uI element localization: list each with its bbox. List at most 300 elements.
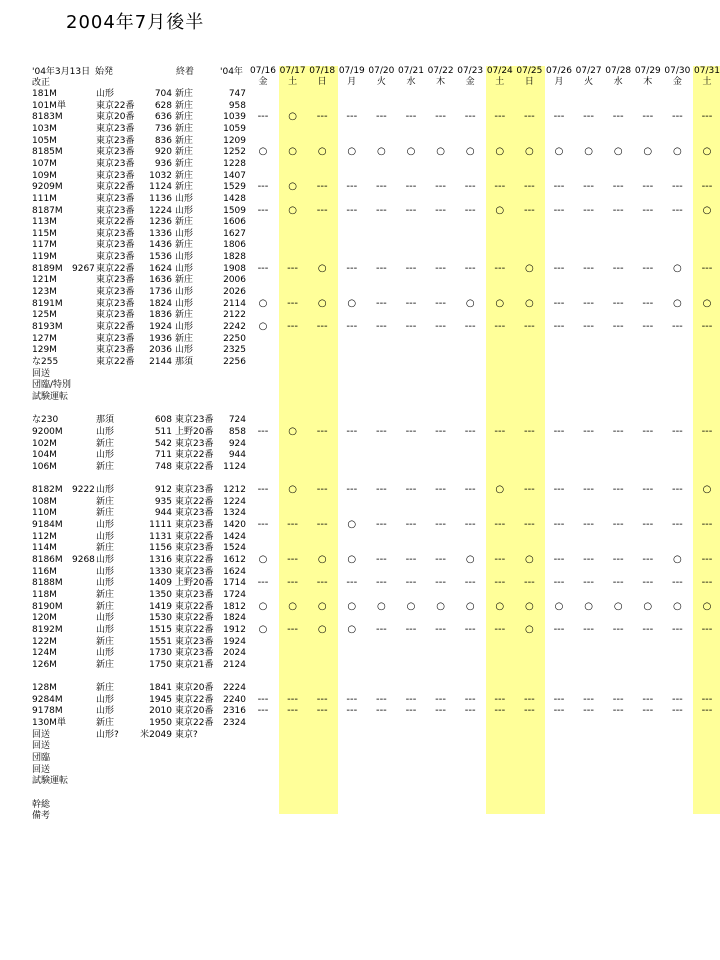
- departure-station: 新庄: [96, 543, 115, 554]
- arrival-time: 2240: [223, 694, 246, 705]
- no-run-mark: ---: [405, 111, 417, 123]
- train-number: 119M: [32, 252, 57, 263]
- run-mark: ○: [258, 321, 268, 332]
- run-mark: ○: [288, 425, 297, 437]
- no-run-mark: ---: [257, 204, 269, 216]
- arrival-station: 東京23番: [175, 636, 214, 647]
- no-run-mark: ---: [287, 554, 298, 565]
- arrival-station: 東京22番: [175, 496, 214, 507]
- train-number: 8189M: [32, 263, 63, 274]
- date-header: 07/20: [368, 66, 395, 76]
- departure-time: 1936: [149, 333, 172, 344]
- departure-time: 1436: [149, 240, 172, 251]
- departure-station: 東京22番: [96, 356, 135, 367]
- arrival-station: 新庄: [175, 217, 194, 228]
- departure-station: 東京23番: [96, 333, 135, 344]
- departure-time: 2036: [149, 345, 172, 356]
- departure-time: 1750: [149, 659, 172, 670]
- departure-station: 新庄: [96, 461, 115, 472]
- departure-time: 米2049: [140, 729, 172, 740]
- run-mark: ○: [525, 262, 534, 274]
- run-mark: ○: [584, 146, 593, 158]
- no-run-mark: ---: [612, 577, 624, 589]
- no-run-mark: ---: [316, 204, 328, 216]
- no-run-mark: ---: [523, 111, 535, 123]
- date-header: 07/25: [516, 66, 543, 76]
- alt-train-number: 9268: [72, 555, 95, 565]
- departure-time: 1131: [149, 531, 172, 542]
- arrival-time: 2325: [223, 345, 246, 356]
- date-header: 07/17: [279, 66, 306, 76]
- train-number: 129M: [32, 345, 57, 356]
- departure-time: 1409: [149, 578, 172, 589]
- run-mark: ○: [525, 554, 534, 565]
- no-run-mark: ---: [494, 577, 506, 589]
- no-run-mark: ---: [671, 519, 683, 531]
- no-run-mark: ---: [405, 484, 417, 496]
- arrival-station: 東京22番: [175, 694, 214, 705]
- no-run-mark: ---: [494, 519, 506, 531]
- run-mark: ○: [465, 146, 475, 158]
- train-number: 102M: [32, 438, 57, 449]
- train-number: 9284M: [32, 694, 63, 705]
- no-run-mark: ---: [435, 262, 446, 274]
- no-run-mark: ---: [375, 262, 387, 274]
- departure-station: 新庄: [96, 636, 115, 647]
- year-header: '04年: [220, 67, 243, 77]
- departure-time: 636: [154, 112, 172, 123]
- no-run-mark: ---: [375, 577, 387, 589]
- no-run-mark: ---: [523, 181, 535, 193]
- no-run-mark: ---: [287, 297, 298, 309]
- arrival-station: 山形: [175, 298, 194, 309]
- departure-station: 山形: [96, 613, 115, 624]
- no-run-mark: ---: [494, 623, 506, 635]
- departure-time: 944: [154, 508, 172, 519]
- train-number: 104M: [32, 450, 57, 461]
- no-run-mark: ---: [701, 111, 713, 123]
- no-run-mark: ---: [375, 623, 387, 635]
- arrival-station: 新庄: [175, 147, 194, 158]
- arrival-time: 1606: [223, 217, 246, 228]
- train-number: 114M: [32, 543, 57, 554]
- arrival-time: 1252: [223, 147, 246, 158]
- departure-station: 山形?: [96, 729, 119, 740]
- arrival-time: 2124: [223, 659, 246, 670]
- run-mark: ○: [673, 600, 682, 612]
- departure-time: 912: [154, 485, 172, 496]
- no-run-mark: ---: [435, 181, 446, 193]
- arrival-time: 858: [228, 426, 246, 437]
- no-run-mark: ---: [464, 321, 476, 332]
- no-run-mark: ---: [553, 425, 565, 437]
- run-mark: ○: [258, 600, 268, 612]
- train-number: 9209M: [32, 182, 63, 193]
- arrival-time: 1324: [223, 508, 246, 519]
- run-mark: ○: [584, 600, 593, 612]
- no-run-mark: ---: [464, 484, 476, 496]
- no-run-mark: ---: [346, 705, 358, 717]
- departure-time: 628: [154, 100, 172, 111]
- no-run-mark: ---: [375, 484, 387, 496]
- no-run-mark: ---: [464, 577, 476, 589]
- no-run-mark: ---: [583, 111, 594, 123]
- no-run-mark: ---: [583, 705, 594, 717]
- train-number: 103M: [32, 123, 57, 134]
- arrival-station: 新庄: [175, 310, 194, 321]
- no-run-mark: ---: [671, 425, 683, 437]
- departure-station: 那須: [96, 415, 115, 426]
- arrival-station: 新庄: [175, 123, 194, 134]
- weekday-header: 日: [317, 77, 327, 87]
- run-mark: ○: [702, 297, 712, 309]
- no-run-mark: ---: [257, 181, 269, 193]
- weekday-header: 金: [258, 77, 268, 87]
- no-run-mark: ---: [583, 623, 594, 635]
- no-run-mark: ---: [583, 181, 594, 193]
- no-run-mark: ---: [257, 425, 269, 437]
- no-run-mark: ---: [346, 693, 358, 705]
- arrival-station: 東京23番: [175, 485, 214, 496]
- no-run-mark: ---: [494, 693, 506, 705]
- arrival-station: 東京22番: [175, 718, 214, 729]
- arrival-time: 1124: [223, 461, 246, 472]
- train-number: 8186M: [32, 555, 63, 565]
- run-mark: ○: [288, 181, 297, 193]
- revision-date: '04年3月13日: [32, 67, 91, 77]
- no-run-mark: ---: [405, 693, 417, 705]
- no-run-mark: ---: [553, 484, 565, 496]
- arrival-station: 東京23番: [175, 415, 214, 426]
- no-run-mark: ---: [553, 519, 565, 531]
- train-number: 122M: [32, 636, 57, 647]
- departure-station: 東京23番: [96, 158, 135, 169]
- arrival-station: 東京23番: [175, 508, 214, 519]
- run-mark: ○: [673, 297, 682, 309]
- no-run-mark: ---: [375, 111, 387, 123]
- alt-train-number: 9222: [72, 485, 95, 496]
- no-run-mark: ---: [257, 519, 269, 531]
- train-number: 101M単: [32, 100, 66, 111]
- no-run-mark: ---: [583, 321, 594, 332]
- no-run-mark: ---: [701, 693, 713, 705]
- train-number: 9200M: [32, 426, 63, 437]
- run-mark: ○: [317, 600, 327, 612]
- arrival-station: 山形: [175, 205, 194, 216]
- no-run-mark: ---: [435, 623, 446, 635]
- departure-time: 1236: [149, 217, 172, 228]
- run-mark: ○: [436, 146, 445, 158]
- weekday-header: 月: [347, 77, 357, 87]
- train-number: 116M: [32, 566, 57, 577]
- no-run-mark: ---: [346, 262, 358, 274]
- no-run-mark: ---: [523, 519, 535, 531]
- no-run-mark: ---: [287, 519, 298, 531]
- departure-station: 新庄: [96, 683, 115, 694]
- run-mark: ○: [673, 262, 682, 274]
- arrival-time: 1524: [223, 543, 246, 554]
- date-header: 07/31: [694, 66, 720, 76]
- departure-station: 東京20番: [96, 112, 135, 123]
- run-mark: ○: [288, 204, 297, 216]
- no-run-mark: ---: [701, 262, 713, 274]
- weekday-header: 木: [643, 77, 653, 87]
- no-run-mark: ---: [375, 705, 387, 717]
- no-run-mark: ---: [612, 705, 624, 717]
- train-number: 8190M: [32, 601, 63, 612]
- arrival-station: 東京23番: [175, 438, 214, 449]
- departure-station: 山形: [96, 578, 115, 589]
- no-run-mark: ---: [375, 519, 387, 531]
- departure-time: 935: [154, 496, 172, 507]
- revision-label: 改正: [32, 78, 51, 88]
- no-run-mark: ---: [642, 554, 654, 565]
- alt-train-number: 9267: [72, 263, 95, 274]
- no-run-mark: ---: [435, 297, 446, 309]
- run-mark: ○: [317, 146, 327, 158]
- no-run-mark: ---: [375, 425, 387, 437]
- no-run-mark: ---: [464, 204, 476, 216]
- train-number: 回送: [32, 729, 51, 740]
- departure-time: 748: [154, 461, 172, 472]
- date-header: 07/26: [546, 66, 572, 76]
- departure-time: 1111: [149, 520, 172, 531]
- no-run-mark: ---: [494, 425, 506, 437]
- departure-station: 東京22番: [96, 182, 135, 193]
- arrival-station: 山形: [175, 252, 194, 263]
- no-run-mark: ---: [346, 577, 358, 589]
- departure-time: 1636: [149, 275, 172, 286]
- departure-time: 1836: [149, 310, 172, 321]
- no-run-mark: ---: [642, 484, 654, 496]
- train-number: 8183M: [32, 112, 63, 123]
- page-title: 2004年7月後半: [66, 12, 205, 33]
- arrival-time: 1912: [223, 624, 246, 635]
- no-run-mark: ---: [435, 705, 446, 717]
- no-run-mark: ---: [257, 693, 269, 705]
- arrival-time: 1420: [223, 520, 246, 531]
- departure-time: 1530: [149, 613, 172, 624]
- departure-station: 山形: [96, 531, 115, 542]
- no-run-mark: ---: [671, 321, 683, 332]
- departure-time: 1124: [149, 182, 172, 193]
- departure-time: 1350: [149, 589, 172, 600]
- arrival-time: 1612: [223, 555, 246, 565]
- no-run-mark: ---: [435, 519, 446, 531]
- run-mark: ○: [702, 204, 712, 216]
- run-mark: ○: [317, 297, 327, 309]
- arrival-station: 山形: [175, 322, 194, 332]
- no-run-mark: ---: [435, 554, 446, 565]
- arrival-time: 944: [228, 450, 246, 461]
- no-run-mark: ---: [583, 297, 594, 309]
- departure-station: 東京23番: [96, 193, 135, 204]
- date-header: 07/18: [309, 66, 336, 76]
- departure-station: 新庄: [96, 601, 115, 612]
- train-number: 回送: [32, 764, 51, 775]
- arrival-station: 新庄: [175, 100, 194, 111]
- departure-station: 東京23番: [96, 252, 135, 263]
- departure-station: 東京22番: [96, 100, 135, 111]
- weekday-header: 木: [436, 77, 446, 87]
- arrival-time: 724: [228, 415, 246, 426]
- no-run-mark: ---: [642, 321, 654, 332]
- train-number: 125M: [32, 310, 57, 321]
- arrival-station: 東京22番: [175, 624, 214, 635]
- no-run-mark: ---: [405, 321, 417, 332]
- arrival-station: 東京23番: [175, 543, 214, 554]
- departure-time: 736: [154, 123, 172, 134]
- run-mark: ○: [525, 297, 534, 309]
- run-mark: ○: [673, 554, 682, 565]
- no-run-mark: ---: [671, 111, 683, 123]
- no-run-mark: ---: [612, 623, 624, 635]
- no-run-mark: ---: [671, 204, 683, 216]
- run-mark: ○: [288, 484, 297, 496]
- no-run-mark: ---: [435, 693, 446, 705]
- departure-station: 新庄: [96, 508, 115, 519]
- train-number: 115M: [32, 228, 57, 239]
- no-run-mark: ---: [464, 519, 476, 531]
- train-number: 111M: [32, 193, 57, 204]
- no-run-mark: ---: [583, 554, 594, 565]
- arrival-time: 2256: [223, 356, 246, 367]
- no-run-mark: ---: [316, 425, 328, 437]
- departure-station: 山形: [96, 706, 115, 717]
- no-run-mark: ---: [346, 111, 358, 123]
- arrival-station: 東京20番: [175, 706, 214, 717]
- no-run-mark: ---: [642, 577, 654, 589]
- departure-station: 山形: [96, 450, 115, 461]
- train-number: 109M: [32, 170, 57, 181]
- departure-time: 836: [154, 135, 172, 146]
- arrival-station: 新庄: [175, 333, 194, 344]
- run-mark: ○: [436, 600, 445, 612]
- no-run-mark: ---: [701, 554, 713, 565]
- no-run-mark: ---: [287, 577, 298, 589]
- run-mark: ○: [288, 600, 297, 612]
- train-number: 試験運転: [32, 776, 69, 787]
- departure-time: 1419: [149, 601, 172, 612]
- departure-station: 東京23番: [96, 275, 135, 286]
- no-run-mark: ---: [642, 519, 654, 531]
- arrival-station: 新庄: [175, 240, 194, 251]
- arrival-time: 1806: [223, 240, 246, 251]
- arrival-time: 2122: [223, 310, 246, 321]
- no-run-mark: ---: [405, 519, 417, 531]
- run-mark: ○: [673, 146, 682, 158]
- no-run-mark: ---: [405, 262, 417, 274]
- departure-station: 東京23番: [96, 228, 135, 239]
- no-run-mark: ---: [553, 321, 565, 332]
- no-run-mark: ---: [464, 262, 476, 274]
- departure-station: 東京22番: [96, 217, 135, 228]
- departure-time: 711: [154, 450, 172, 461]
- no-run-mark: ---: [612, 693, 624, 705]
- departure-station: 東京23番: [96, 205, 135, 216]
- no-run-mark: ---: [464, 111, 476, 123]
- no-run-mark: ---: [671, 693, 683, 705]
- departure-time: 1136: [149, 193, 172, 204]
- no-run-mark: ---: [435, 484, 446, 496]
- departure-station: 新庄: [96, 718, 115, 729]
- date-header: 07/19: [338, 66, 365, 76]
- departure-time: 1824: [149, 298, 172, 309]
- date-header: 07/23: [457, 66, 484, 76]
- no-run-mark: ---: [642, 425, 654, 437]
- no-run-mark: ---: [612, 554, 624, 565]
- arrival-station: 東京22番: [175, 601, 214, 612]
- departure-station: 東京22番: [96, 263, 135, 274]
- arrival-time: 958: [228, 100, 246, 111]
- no-run-mark: ---: [494, 111, 506, 123]
- arrival-time: 2316: [223, 706, 246, 717]
- no-run-mark: ---: [553, 181, 565, 193]
- departure-time: 2144: [149, 356, 172, 367]
- no-run-mark: ---: [583, 204, 594, 216]
- no-run-mark: ---: [583, 519, 594, 531]
- weekday-header: 土: [495, 77, 505, 87]
- weekday-header: 金: [465, 77, 475, 87]
- arrival-time: 1828: [223, 252, 246, 263]
- departure-time: 1841: [149, 683, 172, 694]
- no-run-mark: ---: [523, 705, 535, 717]
- departure-time: 1624: [149, 263, 172, 274]
- arrival-time: 1624: [223, 566, 246, 577]
- no-run-mark: ---: [701, 705, 713, 717]
- no-run-mark: ---: [553, 693, 565, 705]
- train-number: 107M: [32, 158, 57, 169]
- departure-time: 1515: [149, 624, 172, 635]
- no-run-mark: ---: [671, 705, 683, 717]
- arrival-station: 東京20番: [175, 683, 214, 694]
- arrival-station: 那須: [175, 356, 194, 367]
- arrival-time: 1059: [223, 123, 246, 134]
- train-number: 9178M: [32, 706, 63, 717]
- arrival-station: 東京22番: [175, 450, 214, 461]
- arrival-time: 1529: [223, 182, 246, 193]
- arrival-time: 1228: [223, 158, 246, 169]
- run-mark: ○: [554, 146, 564, 158]
- arrival-time: 2114: [223, 298, 246, 309]
- departure-station: 新庄: [96, 589, 115, 600]
- run-mark: ○: [554, 600, 564, 612]
- no-run-mark: ---: [316, 577, 328, 589]
- date-header: 07/28: [605, 66, 632, 76]
- train-number: 120M: [32, 613, 57, 624]
- no-run-mark: ---: [583, 425, 594, 437]
- no-run-mark: ---: [612, 297, 624, 309]
- date-header: 07/29: [634, 66, 661, 76]
- arrival-time: 1812: [223, 601, 246, 612]
- departure-station: 新庄: [96, 659, 115, 670]
- weekday-header: 火: [376, 77, 386, 87]
- run-mark: ○: [495, 146, 505, 158]
- no-run-mark: ---: [464, 181, 476, 193]
- arrival-header: 終着: [176, 67, 195, 77]
- train-number: 121M: [32, 275, 57, 286]
- run-mark: ○: [288, 111, 297, 123]
- arrival-station: 新庄: [175, 135, 194, 146]
- departure-station: 山形: [96, 520, 115, 531]
- date-header: 07/24: [486, 66, 513, 76]
- run-mark: ○: [465, 600, 475, 612]
- departure-station: 山形: [96, 694, 115, 705]
- no-run-mark: ---: [375, 204, 387, 216]
- run-mark: ○: [347, 600, 357, 612]
- run-mark: ○: [258, 554, 268, 565]
- departure-station: 山形: [96, 648, 115, 659]
